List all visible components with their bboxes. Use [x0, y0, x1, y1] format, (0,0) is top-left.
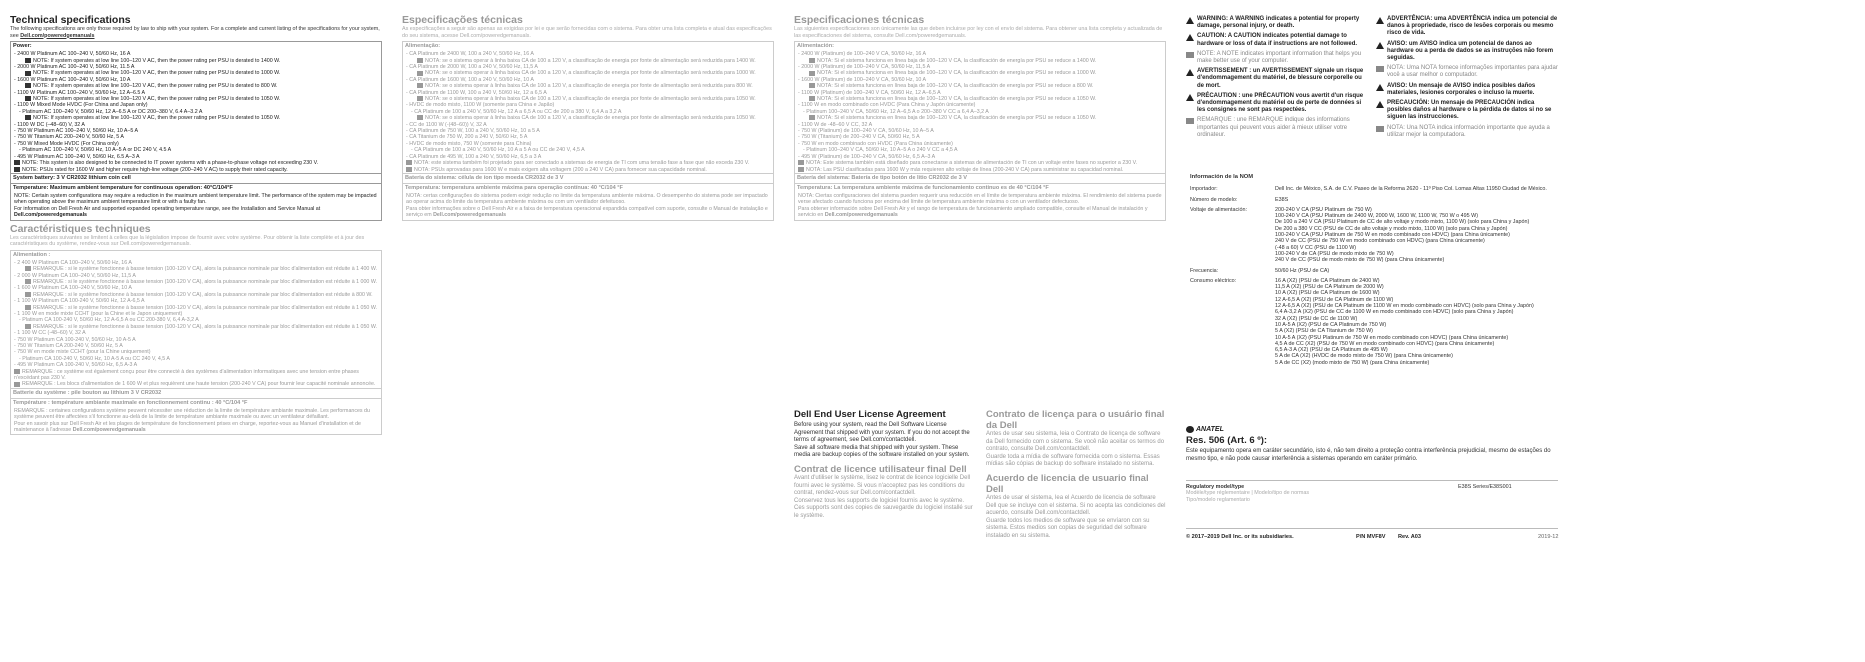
- note-text: NOTE: If system operates at low line 100–120 V AC, then the power rating per PSU is derated to 1050 W.: [33, 115, 281, 122]
- warning-triangle-icon: [1186, 94, 1194, 101]
- en-fresh: [11, 206, 381, 220]
- note-icon: [25, 324, 31, 329]
- warnings-left: [1186, 16, 1368, 142]
- warning-text: AVERTISSEMENT : un AVERTISSEMENT signale un risque d'endommagement du matériel, de blessure corporelle ou de mort.: [1197, 68, 1364, 89]
- spec-row: - 2 400 W Platinum CA 100–240 V, 50/60 Hz, 16 A: [14, 259, 132, 266]
- spec-row: - Platinum 100–240 V CA, 50/60 Hz, 10 A–5 A o 240 V CC a 4,5 A: [803, 147, 958, 154]
- nom-key: Consumo eléctrico:: [1190, 277, 1237, 284]
- note-icon: [25, 96, 31, 101]
- anatel-logo: [1186, 426, 1558, 433]
- anatel-logo-icon: [1186, 426, 1194, 433]
- regulatory-label-group: [1186, 484, 1309, 503]
- spec-row: - 1100 W Mixed Mode HVDC (For China and Japan only): [14, 102, 148, 109]
- regulatory-value: E38S Series/E38S001: [1458, 484, 1512, 490]
- eula-es-title: Acuerdo de licencia de usuario final Dell: [986, 472, 1149, 495]
- es-fresh-link[interactable]: Dell.com/poweredgemanuals: [824, 212, 898, 219]
- note-icon: [809, 83, 815, 88]
- spec-row: - 1 100 W en mode mixte CCHT (pour la Chine et le Japon uniquement): [14, 310, 183, 317]
- note-text: NOTA: Si el sistema funciona en línea baja de 100–120 V CA, la clasificación de energía por PSU se reduce a 1400 W.: [817, 57, 1097, 64]
- spec-row: - 1 100 W Platinum CA 100-240 V, 50/60 Hz, 12 A-6,5 A: [14, 298, 145, 305]
- nom-key: Frecuencia:: [1190, 267, 1219, 274]
- pt-spec-table: [402, 41, 774, 220]
- spec-row: - 750 W Mixed Mode HVDC (For China only): [14, 140, 119, 147]
- note-text: NOTA: este sistema também foi projetado para ser conectado a sistemas de energia de TI com uma tensão fase a fase que não exceda 230 V.: [414, 160, 750, 167]
- warning-item: [1376, 83, 1558, 97]
- spec-row: - Platinum AC 100–240 V, 50/60 Hz, 10 A–5 A or DC 240 V, 4.5 A: [19, 147, 172, 154]
- note-row: [11, 381, 381, 387]
- note-icon: [809, 58, 815, 63]
- fr-temp-note: REMARQUE : certaines configurations système peuvent nécessiter une réduction de la limite de température ambiante maximale. Les performances du système peuvent être affectées s'il fonctionne au-delà de la limite de température ambiante maximale ou avec un ventilateur défaillant.: [14, 407, 370, 421]
- warning-text: ADVERTÊNCIA: uma ADVERTÊNCIA indica um potencial de danos à propriedade, risco de lesões corporais ou mesmo risco de vida.: [1387, 16, 1558, 37]
- warning-item: [1376, 16, 1558, 38]
- nom-value: 50/60 Hz (PSU de CA): [1275, 267, 1330, 274]
- note-row: [795, 167, 1165, 173]
- fr-power-head: Alimentation :: [13, 251, 51, 258]
- warning-item: [1376, 41, 1558, 63]
- warning-text: NOTA: Uma NOTA fornece informações importantes para ajudar você a usar melhor o computador.: [1387, 65, 1558, 79]
- note-text: NOTA: Las PSU clasificadas para 1600 W y más requieren alto voltaje de línea (200-240 V CA) para suministrar su capacidad nominal.: [806, 166, 1124, 173]
- note-text: NOTA: Si el sistema funciona en línea baja de 100–120 V CA, la clasificación de energía por PSU se reduce a 1050 W.: [817, 115, 1097, 122]
- note-icon: [25, 115, 31, 120]
- note-icon: [417, 71, 423, 76]
- note-text: REMARQUE : ce système est également conçu pour être connecté à des systèmes d'alimentation informatiques avec une tension entre phases n'excédant pas 230 V.: [14, 368, 359, 382]
- note-row: [403, 115, 773, 121]
- note-text: NOTE: If system operates at low line 100–120 V AC, then the power rating per PSU is derated to 1050 W.: [33, 96, 281, 103]
- eula-fr-body1: Avant d'utiliser le système, lisez le contrat de licence logicielle Dell fourni avec le système. Si vous n'acceptez pas les conditions du contrat, rendez-vous sur Dell.com/contactdell.: [794, 474, 971, 497]
- es-temp: Temperatura: La temperatura ambiente máxima de funcionamiento continuo es de 40 °C/104 °F: [797, 184, 1049, 191]
- spec-row: - Platinum CA 100-240 V, 50/60 Hz, 12 A-6,5 A ou CC 200-380 V, 6,4 A-3,2 A: [19, 317, 199, 324]
- nom-key: Importador:: [1190, 186, 1218, 193]
- fr-fresh-text: Pour en savoir plus sur Dell Fresh Air et les plages de température de fonctionnement prises en charge, reportez-vous au Manuel d'installation et de maintenance à l'adresse: [14, 420, 361, 434]
- nom-title: Información de la NOM: [1190, 174, 1254, 180]
- note-icon: [14, 382, 20, 387]
- note-icon: [809, 115, 815, 120]
- spec-row: - 750 W (Platinum) de 100–240 V CA, 50/60 Hz, 10 A–5 A: [798, 128, 934, 135]
- spec-row: - 2400 W (Platinum) de 100–240 V CA, 50/60 Hz, 16 A: [798, 51, 927, 58]
- spec-row: - Platinum CA 100-240 V, 50/60 Hz, 10 A-5 A ou CC 240 V, 4,5 A: [19, 355, 170, 362]
- note-row: [11, 369, 381, 382]
- warning-text: PRÉCAUTION : une PRÉCAUTION vous avertit d'un risque d'endommagement du matériel ou de perte de données si les consignes ne sont pas respectées.: [1197, 92, 1364, 114]
- en-battery: System battery: 3 V CR2032 lithium coin cell: [13, 174, 131, 181]
- es-intro: Las siguientes especificaciones son únicamente las que deben incluirse por ley con el envío del sistema. Para obtener una lista completa y actualizada de las especificaciones del sistema, consulte Dell.com/poweredgemanuals.: [794, 26, 1163, 39]
- spec-row: - CA Platinum de 2000 W, 100 a 240 V, 50/60 Hz, 11,5 A: [406, 64, 538, 70]
- spec-row: - 1 600 W Platinum CA 100–240 V, 50/60 Hz, 10 A: [14, 285, 132, 292]
- footer-rev: Rev. A03: [1398, 534, 1422, 540]
- spec-row: - 495 W (Platinum) de 100–240 V CA, 50/60 Hz, 6,5 A–3 A: [798, 153, 936, 160]
- spec-row: - 1100 W en modo combinado con HVDC (Para China y Japón únicamente): [798, 102, 976, 109]
- note-icon: [1376, 126, 1384, 132]
- fr-power-rows: [11, 260, 381, 388]
- spec-row: - 750 W Titanium CA 200-240 V, 50/60 Hz, 5 A: [14, 343, 123, 349]
- spec-row: - CA Platinum de 100 a 240 V, 50/60 Hz, 12 A a 6,5 A ou CC de 200 a 380 V, 6,4 A a 3,2 A: [411, 108, 622, 115]
- nom-row: [1190, 268, 1558, 274]
- note-icon: [1186, 118, 1194, 124]
- note-row: [11, 266, 381, 272]
- eula-en-title: Dell End User License Agreement: [794, 409, 946, 420]
- note-icon: [25, 305, 31, 310]
- spec-row: - 2 000 W Platinum CA 100–240 V, 50/60 Hz, 11,5 A: [14, 272, 136, 279]
- note-icon: [25, 266, 31, 271]
- es-spec-table: [794, 41, 1166, 220]
- en-power-head: Power:: [13, 43, 32, 50]
- anatel-body: Este equipamento opera em caráter secundário, isto é, não tem direito a proteção contra interferência prejudicial, mesmo de estações do mesmo tipo, e não pode causar interferência a sistemas operando em caráter primário.: [1186, 448, 1551, 462]
- note-icon: [25, 58, 31, 63]
- warning-triangle-icon: [1376, 101, 1384, 108]
- eula-right: [986, 405, 1166, 541]
- pt-fresh-text: Para obter informações sobre o Dell Fresh Air e a faixa de temperatura operacional expandida compatível com suporte, consulte o Manual de instalação e serviço em: [406, 205, 768, 219]
- spec-row: - 495 W Platinum CA 100-240 V, 50/60 Hz, 6,5 A-3 A: [14, 362, 138, 369]
- spec-row: - 1100 W DC (–48–60) V, 32 A: [14, 121, 85, 128]
- en-title: Technical specifications: [10, 14, 131, 26]
- note-text: NOTA: Si el sistema funciona en línea baja de 100–120 V CA, la clasificación de energía por PSU se reduce a 1000 W.: [817, 70, 1097, 77]
- pt-temp-note: NOTA: certas configurações do sistema podem exigir redução no limite da temperatura ambiente máxima. O desempenho do sistema pode ser impactado ao operar acima do limite da temperatura ambiente máxima ou com um ventilador defeituoso.: [406, 192, 768, 206]
- spec-row: - 750 W Platinum CA 100-240 V, 50/60 Hz, 10 A-5 A: [14, 336, 136, 343]
- nom-key: Voltaje de alimentación:: [1190, 206, 1247, 213]
- note-icon: [25, 279, 31, 284]
- note-icon: [809, 96, 815, 101]
- spec-row: - CA Platinum de 495 W, 100 a 240 V, 50/60 Hz, 6,5 a 3 A: [406, 153, 542, 160]
- en-power-rows: [11, 51, 381, 173]
- col-english-french: [10, 14, 382, 435]
- spec-row: - CA Titanium de 750 W, 200 a 240 V, 50/60 Hz, 5 A: [406, 134, 528, 141]
- warning-item: [1376, 65, 1558, 79]
- es-power-head: Alimentación:: [797, 43, 834, 50]
- eula-es-body2: Guarde todos los medios de software que se envíaron con su sistema. Estos medios son copias de seguridad del software instalado en su sistema.: [986, 517, 1150, 539]
- spec-row: - Platinum AC 100–240 V, 50/60 Hz, 12 A–6.5 A or DC 200–380 V, 6.4 A–3.2 A: [19, 108, 203, 115]
- en-fresh-text: For information on Dell Fresh Air and supported expanded operating temperature range, see the Installation and Service Manual at: [14, 205, 321, 212]
- spec-row: - CA Platinum de 100 a 240 V, 50/60 Hz, 10 A a 5 A ou CC de 240 V, 4,5 A: [411, 147, 585, 154]
- spec-row: - 1100 W (Platinum) de 100–240 V CA, 50/60 Hz, 12 A–6,5 A: [798, 89, 941, 96]
- note-icon: [798, 167, 804, 172]
- note-text: NOTA: se o sistema operar à linha baixa CA de 100 a 120 V, a classificação de energia por fonte de alimentação será reduzida para 1000 W.: [425, 70, 756, 77]
- spec-row: - 495 W Platinum AC 100–240 V, 50/60 Hz, 6.5 A–3 A: [14, 153, 140, 160]
- warning-text: WARNING: A WARNING indicates a potential for property damage, personal injury, or death.: [1197, 16, 1360, 30]
- regulatory-section: [1186, 484, 1558, 503]
- note-text: NOTA: se o sistema operar à linha baixa CA de 100 a 120 V, a classificação de energia por fonte de alimentação será reduzida para 1400 W.: [425, 57, 756, 64]
- footer-pn: P/N MVF8V: [1356, 534, 1386, 540]
- pt-power-head: Alimentação:: [405, 43, 441, 50]
- note-text: NOTA: se o sistema operar à linha baixa CA de 100 a 120 V, a classificação de energia por fonte de alimentação será reduzida para 1050 W.: [425, 115, 756, 122]
- warning-text: REMARQUE : une REMARQUE indique des informations importantes qui peuvent vous aider à mieux utiliser votre ordinateur.: [1197, 117, 1350, 138]
- nom-rows: [1190, 186, 1558, 366]
- footer-copyright: © 2017–2019 Dell Inc. or its subsidiaries.: [1186, 534, 1294, 540]
- note-icon: [417, 115, 423, 120]
- warning-triangle-icon: [1376, 42, 1384, 49]
- nom-row: [1190, 207, 1558, 264]
- eula-pt-body1: Antes de usar seu sistema, leia o Contrato de licença de software da Dell fornecido com o sistema. Se você não aceitar os termos do contrato, consulte Dell.com/contactdell.: [986, 431, 1165, 453]
- anatel-logo-text: ANATEL: [1196, 426, 1224, 433]
- note-text: REMARQUE : si le système fonctionne à basse tension (100-120 V CA), alors la puissance nominale par bloc d'alimentation est réduite à 800 W.: [33, 291, 373, 298]
- note-text: REMARQUE : si le système fonctionne à basse tension (100-120 V CA), alors la puissance nominale par bloc d'alimentation est réduite à 1 400 W.: [33, 266, 378, 273]
- note-icon: [25, 83, 31, 88]
- note-text: NOTA: Si el sistema funciona en línea baja de 100–120 V CA, la clasificación de energía por PSU se reduce a 800 W.: [817, 83, 1094, 90]
- note-icon: [798, 160, 804, 165]
- warning-text: AVISO: um AVISO indica um potencial de danos ao hardware ou a perda de dados se as instruções não forem seguidas.: [1387, 40, 1554, 62]
- nom-section: [1190, 174, 1558, 370]
- spec-row: - HVDC de modo misto, 1100 W (somente para China e Japão): [406, 102, 555, 109]
- fr-title: Caractéristiques techniques: [10, 222, 151, 235]
- eula-fr-body2: Conservez tous les supports de logiciel fournis avec le système. Ces supports sont des copies de sauvegarde du logiciel installé sur le système.: [794, 497, 973, 519]
- note-row: [403, 70, 773, 76]
- note-icon: [417, 96, 423, 101]
- spec-row: - CC de 1100 W (-(48–60)) V, 32 A: [406, 121, 487, 128]
- spec-row: - 750 W en modo combinado con HVDC (Para China únicamente): [798, 140, 953, 147]
- spec-row: - 1 100 W CC (-48–60) V, 32 A: [14, 330, 86, 337]
- warning-triangle-icon: [1186, 69, 1194, 76]
- warning-item: [1186, 117, 1368, 139]
- fr-intro: Les caractéristiques suivantes se limitent à celles que la législation impose de fournir avec votre système. Pour obtenir la liste complète et à jour des caractéristiques du système, rendez-vous sur Dell.com/poweredgemanuals.: [10, 234, 365, 248]
- note-text: REMARQUE : si le système fonctionne à basse tension (100-120 V CA), alors la puissance nominale par bloc d'alimentation est réduite à 1 050 W.: [33, 304, 378, 311]
- note-text: NOTE: If system operates at low line 100–120 V AC, then the power rating per PSU is derated to 1400 W.: [33, 57, 281, 64]
- en-intro-text: The following specifications are only those required by law to ship with your system. For a complete and current listing of the specifications for your system, see: [10, 26, 380, 39]
- eula-left: [794, 405, 974, 541]
- warning-triangle-icon: [1186, 34, 1194, 41]
- note-text: NOTA: Este sistema también está diseñado para conectarse a sistemas de alimentación de TI con un voltaje entre fases no superior a 230 V.: [806, 160, 1138, 167]
- en-intro-link[interactable]: Dell.com/poweredgemanuals: [20, 32, 95, 39]
- note-icon: [14, 167, 20, 172]
- warning-item: [1186, 51, 1368, 65]
- note-icon: [809, 71, 815, 76]
- spec-row: - CA Platinum de 1600 W, 100 a 240 V, 50/60 Hz, 10 A: [406, 76, 534, 83]
- pt-fresh: [403, 206, 773, 220]
- note-text: NOTA: se o sistema operar à linha baixa CA de 100 a 120 V, a classificação de energia por fonte de alimentação será reduzida para 1050 W.: [425, 96, 756, 103]
- pt-fresh-link[interactable]: Dell.com/poweredgemanuals: [433, 212, 507, 219]
- spec-row: - 750 W en mode mixte CCHT (pour la Chine uniquement): [14, 349, 151, 356]
- warning-triangle-icon: [1376, 17, 1384, 24]
- spec-row: - 1600 W Platinum AC 100–240 V, 50/60 Hz, 10 A: [14, 76, 131, 83]
- warning-item: [1186, 33, 1368, 47]
- regulatory-row: [1186, 484, 1558, 503]
- nom-value: Dell Inc. de México, S.A. de C.V. Paseo de la Reforma 2620 - 11º Piso Col. Lomas Altas 11950 Ciudad de México.: [1275, 186, 1547, 193]
- note-icon: [406, 160, 412, 165]
- spec-row: - Platinum 100–240 V CA, 50/60 Hz, 12 A–6,5 A o 200–380 V CC a 6,4 A–3,2 A: [803, 108, 989, 115]
- nom-value: 16 A (X2) (PSU de CA Platinum de 2400 W) 11,5 A (X2) (PSU de CA Platinum de 2000 W) 10 A (X2) (PSU de CA Platinum de 1600 W) 12 A-6,5 A (X2) (PSU de CA Platinum de 1100 W) 12 A-6,5 A (X2) (PSU de CA Platinum de 1100 W en modo combinado con HDVC) (solo para China y Japón) 6,4 A-3,2 A (X2) (PSU de CC de 1100 W en modo combinado con HDVC) (solo para China y Japón) 32 A (X2) (PSU de CC de 1100 W) 10 A-5 A (X2) (PSU de CA Platinum de 750 W) 5 A (X2) (PSU de CA Titanium de 750 W) 10 A-5 A (X2) (PSU Platinum de 750 W en modo combinado con HDVC) (para China únicamente) 4,5 A de CC (X2) (PSU de 750 W en modo combinado con HDVC) (para China únicamente) 6,5 A-3 A (X2) (PSU de CA Platinum de 495 W) 5 A de CA (X2) (HVDC de modo mixto de 750 W) (para China únicamente) 5 A de CC (X2) (modo mixto de 750 W) (para China únicamente): [1275, 277, 1534, 366]
- warning-text: AVISO: Un mensaje de AVISO indica posibles daños materiales, lesiones corporales o incluso la muerte.: [1387, 82, 1536, 96]
- spec-row: - CA Platinum de 2400 W, 100 a 240 V, 50/60 Hz, 16 A: [406, 51, 534, 58]
- anatel-title: Res. 506 (Art. 6 º):: [1186, 435, 1268, 446]
- fr-fresh-link[interactable]: Dell.com/poweredgemanuals: [72, 427, 146, 434]
- anatel-section: [1186, 426, 1558, 463]
- footer-code: 2019-12: [1538, 534, 1559, 540]
- nom-row: [1190, 186, 1558, 192]
- fr-battery: Batterie du système : pile bouton au lithium 3 V CR2032: [13, 389, 162, 396]
- warning-text: NOTE: A NOTE indicates important information that helps you make better use of your computer.: [1197, 50, 1362, 65]
- es-title: Especificaciones técnicas: [794, 14, 925, 26]
- note-icon: [1376, 66, 1384, 72]
- spec-row: - 1100 W Platinum AC 100–240 V, 50/60 Hz, 12 A–6.5 A: [14, 89, 146, 96]
- note-text: NOTE: If system operates at low line 100–120 V AC, then the power rating per PSU is derated to 1000 W.: [33, 70, 281, 77]
- es-fresh-text: Para obtener información sobre Dell Fresh Air y el rango de temperatura de funcionamiento ampliado compatible, consulte el Manual de instalación y servicio en: [798, 205, 1148, 219]
- note-text: NOTE: If system operates at low line 100–120 V AC, then the power rating per PSU is derated to 800 W.: [33, 83, 278, 90]
- nom-key: Número de modelo:: [1190, 196, 1238, 203]
- spec-row: - 2000 W (Platinum) de 100–240 V CA, 50/60 Hz, 11,5 A: [798, 64, 931, 70]
- warning-item: [1376, 125, 1558, 139]
- en-fresh-link[interactable]: Dell.com/poweredgemanuals: [14, 212, 88, 219]
- nom-row: [1190, 278, 1558, 366]
- fr-spec-table: [10, 250, 382, 436]
- note-icon: [406, 167, 412, 172]
- note-text: NOTE: This system is also designed to be connected to IT power systems with a phase-to-phase voltage not exceeding 230 V.: [22, 160, 319, 167]
- eula-pt-body2: Guarde toda a mídia de software fornecida com o sistema. Essas mídias são cópias de backup do software instalado no sistema.: [986, 453, 1160, 468]
- note-row: [403, 83, 773, 89]
- warning-item: [1186, 93, 1368, 115]
- nom-value: 200-240 V CA (PSU Platinum de 750 W) 100-240 V CA (PSU Platinum de 2400 W, 2000 W, 1600 W, 1100 W, 750 W o 495 W) De 100 a 240 V CA (PSU Platinum de CC de alto voltaje y modo mixto, 1100 W) (solo para China y Japón) De 200 a 380 V CC (PSU de CC de alto voltaje y modo mixto, 1100 W) (solo para China y Japón) 100-240 V CA (PSU Platinum de 750 W en modo combinado con HDVC) (para China únicamente) 240 V de CC (PSU de 750 W en modo combinado con HDVC) (para China únicamente) (-48 a 60) V CC (PSU de 1100 W) 100-240 V de CA (PSU de modo mixto de 750 W) 240 V de CC (PSU de modo mixto de 750 W) (para China únicamente): [1275, 206, 1530, 264]
- regulatory-label: Regulatory model/type: [1186, 484, 1245, 490]
- fr-fresh: [11, 421, 381, 435]
- note-text: REMARQUE : si le système fonctionne à basse tension (100-120 V CA), alors la puissance nominale par bloc d'alimentation est réduite à 1 000 W.: [33, 278, 378, 285]
- note-icon: [14, 369, 20, 374]
- eula-pt-title: Contrato de licença para o usuário final da Dell: [986, 409, 1165, 431]
- note-text: NOTA: se o sistema operar à linha baixa CA de 100 a 120 V, a classificação de energia por fonte de alimentação será reduzida para 800 W.: [425, 83, 753, 90]
- fr-temp: Température : température ambiante maximale en fonctionnement continu : 40 °C/104 °F: [13, 399, 248, 406]
- warning-item: [1186, 68, 1368, 90]
- nom-value: E38S: [1275, 196, 1289, 203]
- pt-title: Especificações técnicas: [402, 14, 523, 26]
- note-icon: [14, 160, 20, 165]
- spec-row: - HVDC de modo misto, 750 W (somente para China): [406, 140, 532, 147]
- eula-section: [794, 405, 1166, 541]
- note-icon: [25, 71, 31, 76]
- spec-row: - CA Platinum de 750 W, 100 a 240 V, 50/60 Hz, 10 a 5 A: [406, 128, 540, 135]
- note-icon: [417, 83, 423, 88]
- warning-triangle-icon: [1376, 84, 1384, 91]
- note-text: REMARQUE : Les blocs d'alimentation de 1 600 W et plus requièrent une haute tension (200-240 V CA) pour fournir leur capacité nominale annoncée.: [22, 381, 376, 388]
- warning-item: [1376, 100, 1558, 122]
- eula-en-body1: Before using your system, read the Dell Software License Agreement that shipped with your system. If you do not accept the terms of agreement, see Dell.com/contactdell.: [794, 422, 970, 444]
- en-intro: [10, 26, 382, 39]
- warning-text: NOTA: Una NOTA indica información importante que ayuda a utilizar mejor la computadora.: [1387, 124, 1550, 138]
- eula-en-body2: Save all software media that shipped with your system. These media are backup copies of the software installed on your system.: [794, 444, 970, 459]
- eula-es-body1: Antes de usar el sistema, lea el Acuerdo de licencia de software Dell que se incluye con el sistema. Si no acepta las condiciones del acuerdo, consulte Dell.com/contactdell.: [986, 494, 1166, 517]
- nom-row: [1190, 197, 1558, 203]
- col-portuguese: [402, 14, 774, 221]
- en-temp-note: NOTE: Certain system configurations may require a reduction in the maximum ambient temperature limit. The performance of the system may be impacted when operating above the maximum ambient temperature limit or with a faulty fan.: [14, 192, 377, 206]
- eula-fr-title: Contrat de licence utilisateur final Dell: [794, 463, 967, 475]
- pt-temp: Temperatura: temperatura ambiente máxima para operação contínua: 40 °C/104 °F: [405, 184, 623, 191]
- spec-row: - 1600 W (Platinum) de 100–240 V CA, 50/60 Hz, 10 A: [798, 76, 927, 83]
- en-temp: Temperature: Maximum ambient temperature for continuous operation: 40°C/104°F: [13, 184, 233, 191]
- warning-text: PRECAUCIÓN: Un mensaje de PRECAUCIÓN indica posibles daños al hardware o la pérdida de datos si no se siguen las instrucciones.: [1387, 100, 1552, 121]
- note-text: REMARQUE : si le système fonctionne à basse tension (100-120 V CA), alors la puissance nominale par bloc d'alimentation est réduite à 1 050 W.: [33, 323, 378, 330]
- warning-text: CAUTION: A CAUTION indicates potential damage to hardware or loss of data if instructions are not followed.: [1197, 33, 1358, 47]
- spec-row: - 2400 W Platinum AC 100–240 V, 50/60 Hz, 16 A: [14, 51, 131, 58]
- warning-triangle-icon: [1186, 17, 1194, 24]
- note-icon: [1186, 52, 1194, 58]
- warnings-right: [1376, 16, 1558, 142]
- col-spanish: [794, 14, 1166, 221]
- note-icon: [25, 292, 31, 297]
- note-text: NOTA: PSUs aprovadas para 1600 W e mais exigem alta voltagem (200 a 240 V CA) para fornecer sua capacidade nominal.: [414, 166, 707, 173]
- spec-row: - 750 W Titanium AC 200–240 V, 50/60 Hz, 5 A: [14, 134, 124, 141]
- en-spec-table: [10, 41, 382, 220]
- spec-row: - CA Platinum de 1100 W, 100 a 240 V, 50/60 Hz, 12 a 6,5 A: [406, 89, 547, 96]
- pt-intro: As especificações a seguir são apenas as exigidas por lei e que serão fornecidas com o sistema. Para obter uma lista completa e atual das especificações do seu sistema, acesse Dell.com/poweredgemanuals.: [402, 26, 772, 39]
- note-text: NOTE: PSUs rated for 1600 W and higher require high-line voltage (200–240 V AC) to supply their rated capacity.: [22, 166, 288, 173]
- note-text: NOTA: Si el sistema funciona en línea baja de 100–120 V CA, la clasificación de energía por PSU se reduce a 1050 W.: [817, 96, 1097, 103]
- spec-row: - 750 W Platinum AC 100–240 V, 50/60 Hz, 10 A–5 A: [14, 128, 139, 135]
- es-power-rows: [795, 51, 1165, 173]
- spec-row: - 2000 W Platinum AC 100–240 V, 50/60 Hz, 11.5 A: [14, 64, 135, 70]
- spec-row: - 1100 W de -48–60 V CC, 32 A: [798, 121, 873, 128]
- warning-item: [1186, 16, 1368, 30]
- pt-power-rows: [403, 51, 773, 173]
- es-temp-note: NOTA: Ciertas configuraciones del sistema pueden requerir una reducción en el límite de temperatura ambiente máxima. El rendimiento del sistema puede verse afectado cuando funciona por encima del límite de temperatura ambiente máxima o con un ventilador defectuoso.: [798, 192, 1162, 206]
- es-battery: Batería del sistema: Batería de tipo botón de litio CR2032 de 3 V: [797, 174, 968, 181]
- regulatory-sub: Modèle/type réglementaire | Modelo/tipo de normas Tipo/modelo reglamentario: [1186, 490, 1310, 503]
- note-icon: [417, 58, 423, 63]
- spec-row: - 750 W (Titanium) de 200–240 V CA, 50/60 Hz, 5 A: [798, 134, 920, 141]
- es-fresh: [795, 206, 1165, 220]
- pt-battery: Bateria do sistema: célula de íon tipo moeda CR2032 de 3 V: [405, 174, 564, 181]
